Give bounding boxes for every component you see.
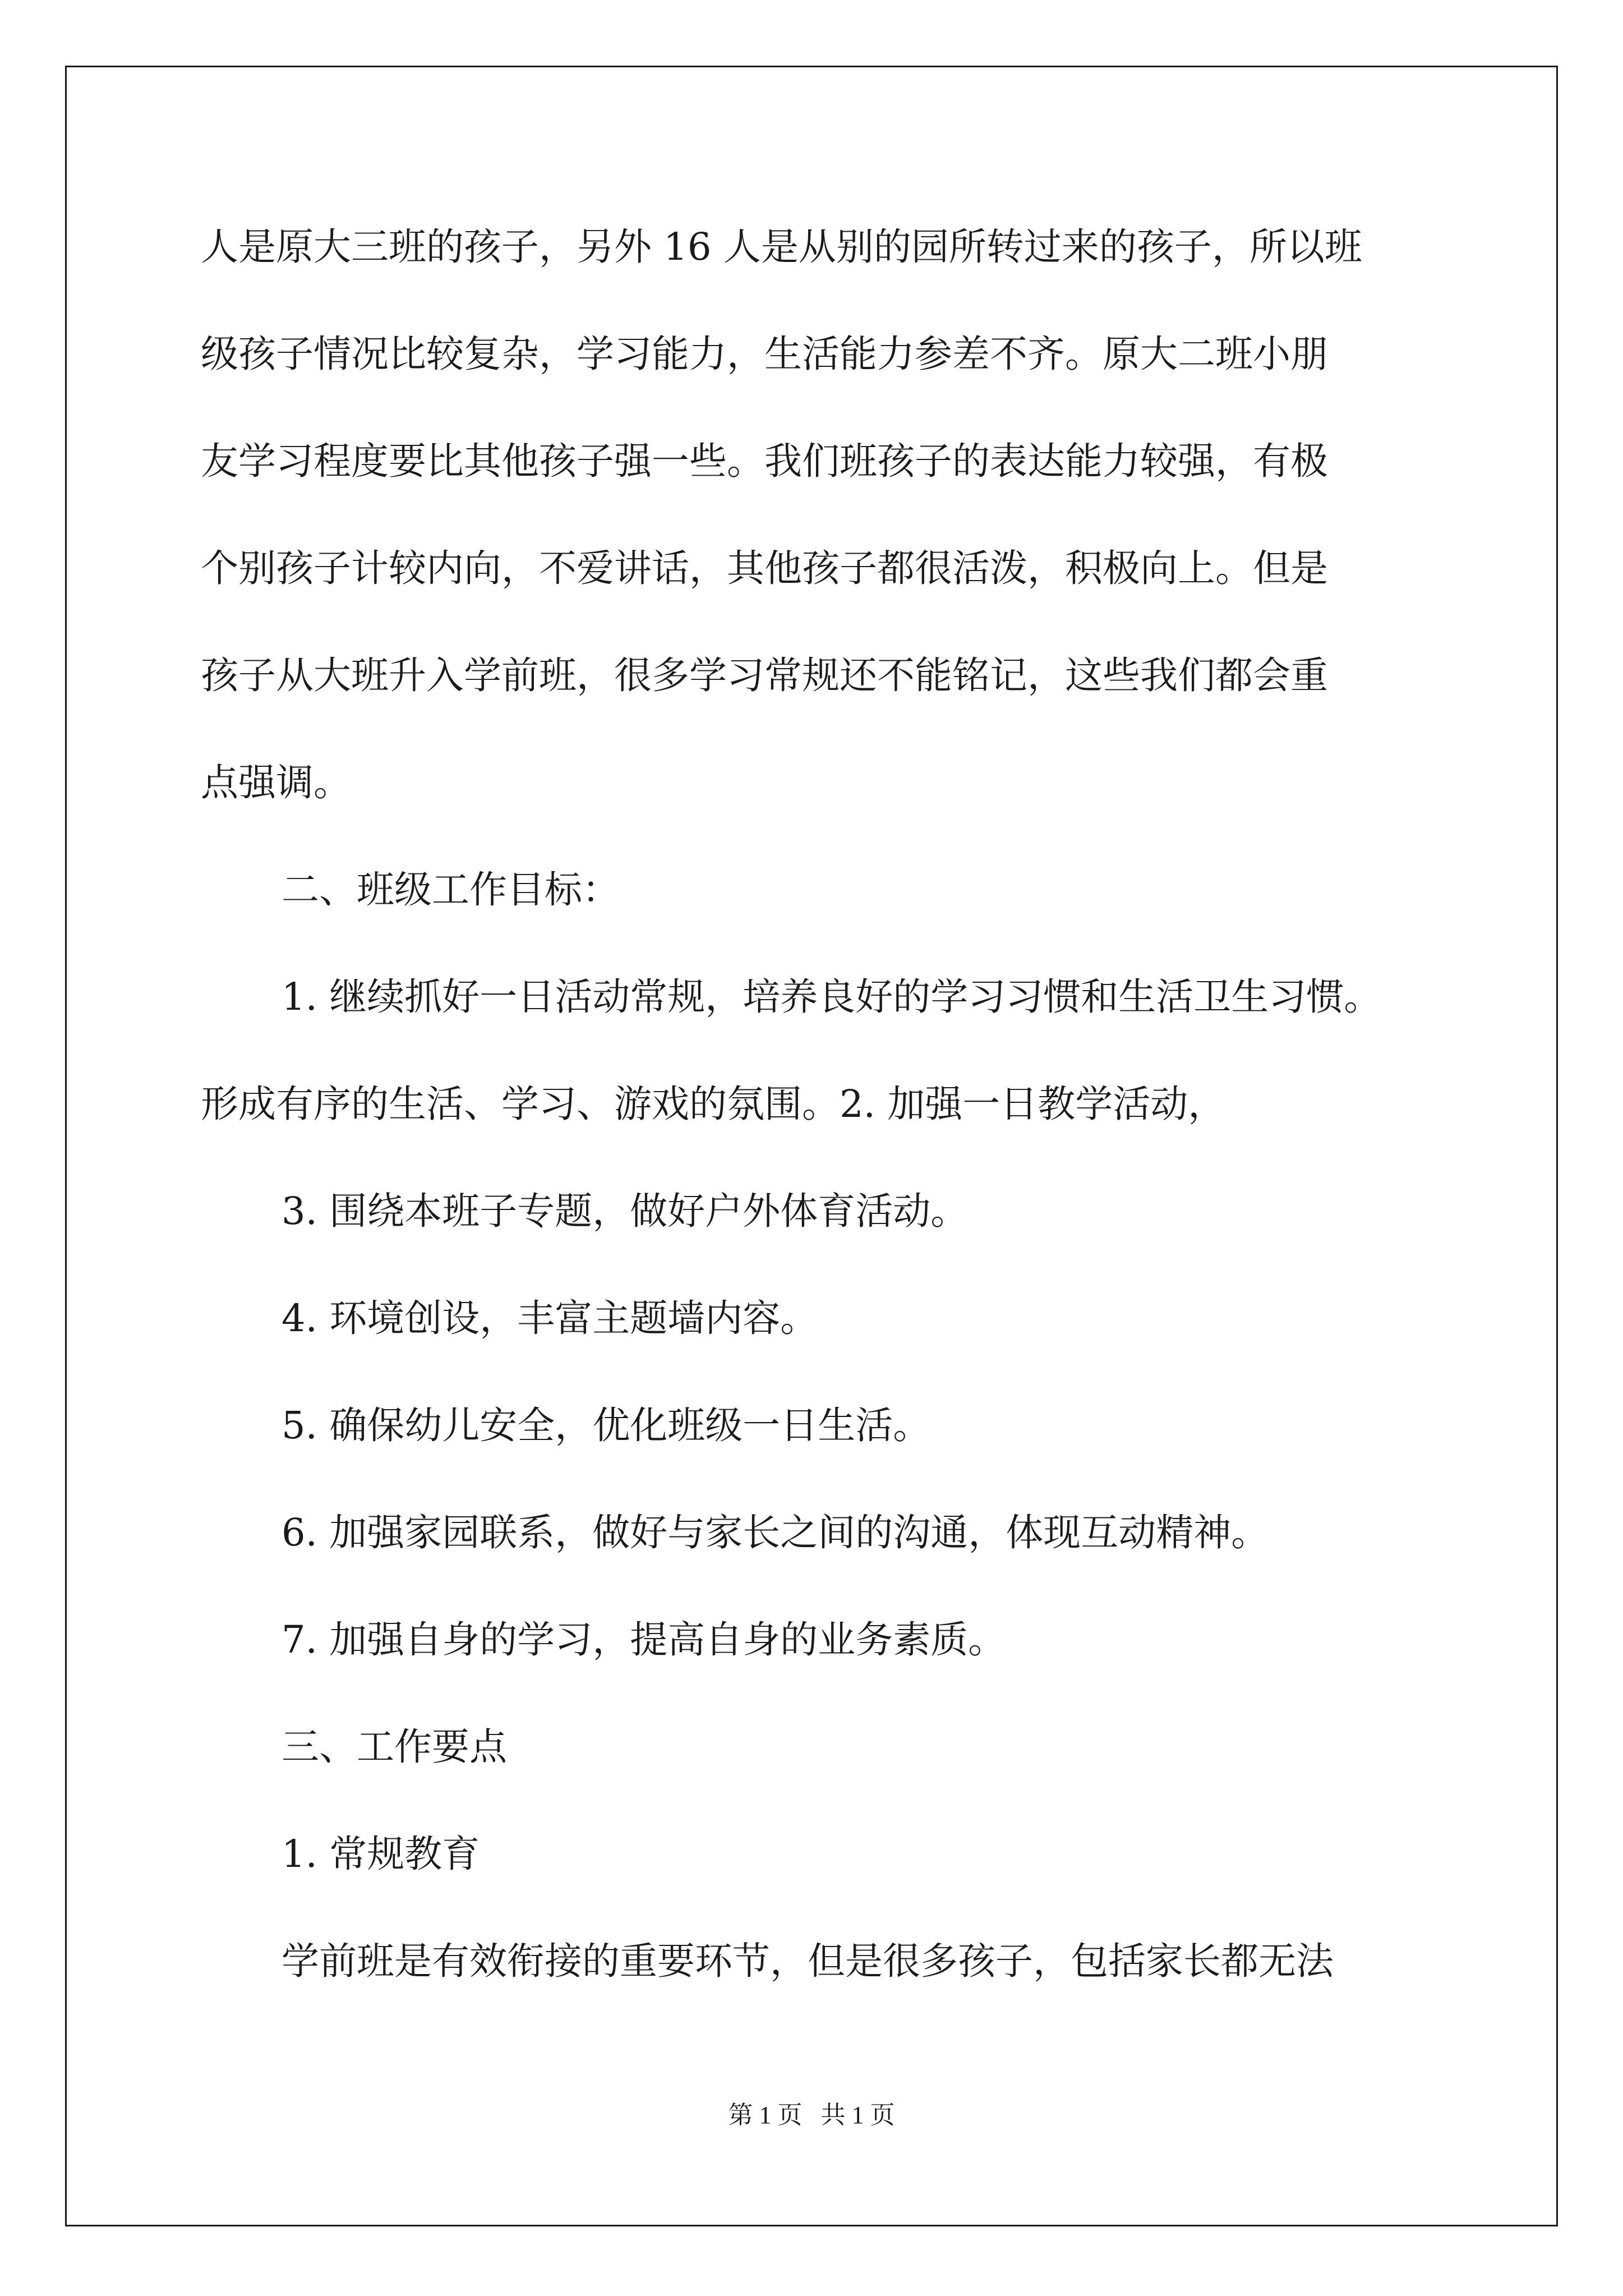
body-line-5: 孩子从大班升入学前班，很多学习常规还不能铭记，这些我们都会重 bbox=[201, 654, 1328, 697]
goal-item-1: 1. 继续抓好一日活动常规，培养良好的学习习惯和生活卫生习惯。 bbox=[282, 975, 1382, 1019]
section-heading-key-points: 三、工作要点 bbox=[282, 1725, 507, 1769]
goal-item-7: 7. 加强自身的学习，提高自身的业务素质。 bbox=[282, 1618, 1006, 1662]
body-line-1: 人是原大三班的孩子，另外 16 人是从别的园所转过来的孩子，所以班 bbox=[201, 225, 1362, 269]
page-border bbox=[65, 66, 1558, 2226]
body-line-6: 点强调。 bbox=[201, 761, 351, 804]
body-line-last: 学前班是有效衔接的重要环节，但是很多孩子，包括家长都无法 bbox=[282, 1939, 1334, 1983]
goal-item-3: 3. 围绕本班子专题，做好户外体育活动。 bbox=[282, 1189, 969, 1233]
page-footer: 第 1 页 共 1 页 bbox=[728, 2101, 895, 2129]
goal-item-6: 6. 加强家园联系，做好与家长之间的沟通，体现互动精神。 bbox=[282, 1511, 1269, 1554]
section-heading-goals: 二、班级工作目标： bbox=[282, 868, 620, 912]
body-line-2: 级孩子情况比较复杂，学习能力，生活能力参差不齐。原大二班小朋 bbox=[201, 332, 1328, 376]
body-line-4: 个别孩子计较内向，不爱讲话，其他孩子都很活泼，积极向上。但是 bbox=[201, 546, 1328, 590]
goal-item-5: 5. 确保幼儿安全，优化班级一日生活。 bbox=[282, 1404, 931, 1447]
subheading-routine-education: 1. 常规教育 bbox=[282, 1832, 480, 1876]
goal-item-4: 4. 环境创设，丰富主题墙内容。 bbox=[282, 1296, 818, 1340]
goal-item-1-cont: 形成有序的生活、学习、游戏的氛围。2. 加强一日教学活动， bbox=[201, 1082, 1226, 1126]
body-line-3: 友学习程度要比其他孩子强一些。我们班孩子的表达能力较强，有极 bbox=[201, 439, 1328, 483]
